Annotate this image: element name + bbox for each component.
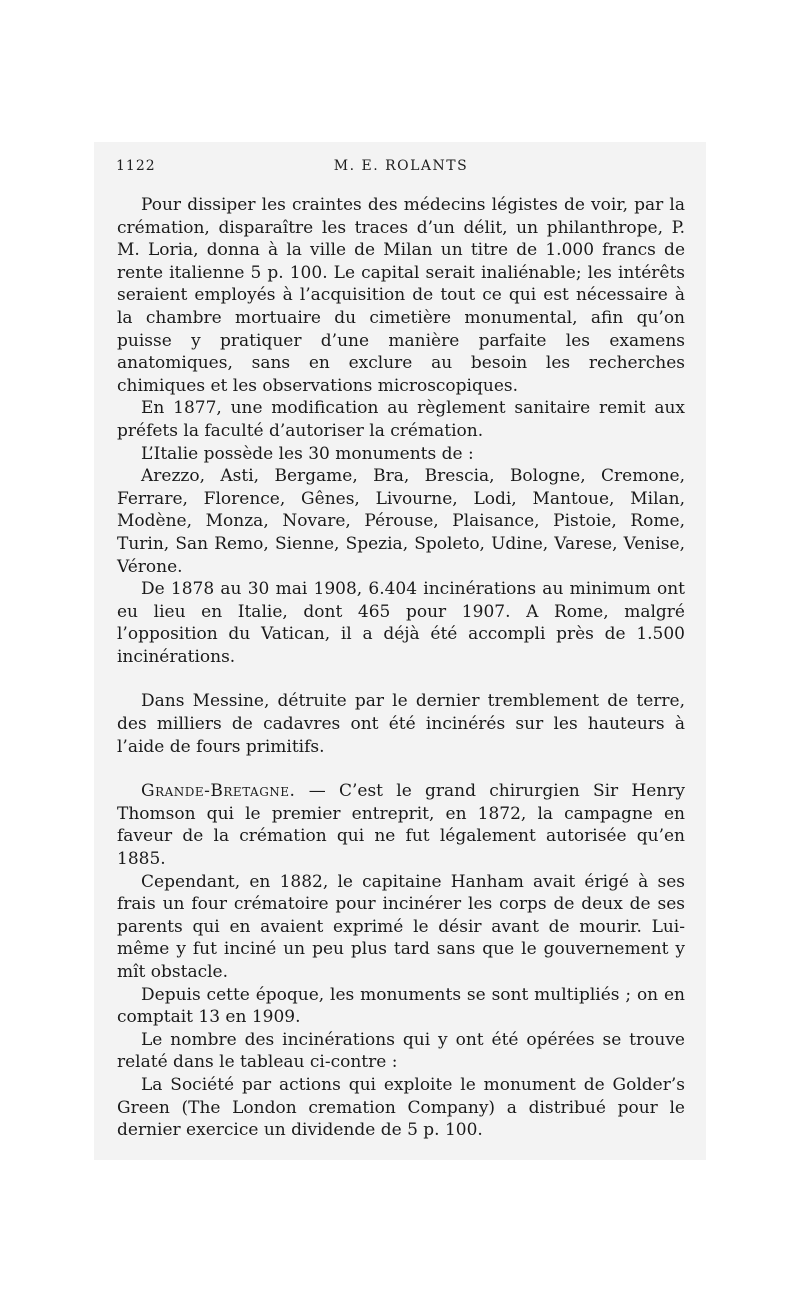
- paragraph-tableau: Le nombre des incinérations qui y ont été opérées se trouve relaté dans le tableau ci-contre :: [117, 1029, 685, 1073]
- paragraph-hanham: Cependant, en 1882, le capitaine Hanham avait érigé à ses frais un four crématoire pour incinérer les corps de deux de ses parents qui en avaient exprimé le désir avant de mourir. Lui-même y fut inciné un peu plus tard sans que le gouvernement y mît obstacle.: [117, 871, 685, 982]
- running-head: [116, 158, 686, 182]
- paragraph-grande-bretagne: [117, 780, 685, 870]
- paragraph-monuments: Depuis cette époque, les monuments se sont multipliés ; on en comptait 13 en 1909.: [117, 984, 685, 1028]
- paragraph-1877: En 1877, une modification au règlement sanitaire remit aux préfets la faculté d’autoriser la crémation.: [117, 398, 685, 441]
- paragraph-thomson: — C’est le grand chirurgien Sir Henry Thomson qui le premier entreprit, en 1872, la campagne en faveur de la crémation qui ne fut légalement autorisée qu’en 1885.: [117, 781, 685, 870]
- paragraph-messine: Dans Messine, détruite par le dernier tremblement de terre, des milliers de cadavres ont été incinérés sur les hauteurs à l’aide de fours primitifs.: [117, 691, 685, 757]
- paragraph-italie: L’Italie possède les 30 monuments de :: [141, 443, 474, 464]
- paragraph-societe: La Société par actions qui exploite le monument de Golder’s Green (The London cremation Company) a distribué pour le dernier exercice un dividende de 5 p. 100.: [117, 1074, 685, 1141]
- page-number: 1122: [116, 158, 156, 174]
- book-page: [94, 142, 706, 1160]
- paragraph-loria: Pour dissiper les craintes des médecins légistes de voir, par la crémation, disparaître les traces d’un délit, un philanthrope, P. M. Loria, donna à la ville de Milan un titre de 1.000 francs de rente italienne 5 p. 100. Le capital serait inaliénable; les intérêts seraient employés à l’acquisition de tout ce qui est nécessaire à la chambre mortuaire du cimetière monumental, afin qu’on puisse y pratiquer d’une manière parfaite les examens anatomiques, sans en exclure au besoin les recherches chimiques et les observations microscopiques.: [117, 195, 685, 396]
- section-heading: Grande-Bretagne.: [141, 781, 296, 802]
- paragraph-cities: Arezzo, Asti, Bergame, Bra, Brescia, Bologne, Cremone, Ferrare, Florence, Gênes, Livourne, Lodi, Mantoue, Milan, Modène, Monza, Novare, Pérouse, Plaisance, Pistoie, Rome, Turin, San Remo, Sienne, Spezia, Spoleto, Udine, Varese, Venise, Vérone.: [117, 466, 685, 577]
- paragraph-statistics: De 1878 au 30 mai 1908, 6.404 incinérations au minimum ont eu lieu en Italie, dont 465 pour 1907. A Rome, malgré l’opposition du Vatican, il a déjà été accompli près de 1.500 incinérations.: [117, 579, 685, 667]
- running-title: M. E. ROLANTS: [333, 158, 469, 174]
- body-text: [117, 194, 685, 1142]
